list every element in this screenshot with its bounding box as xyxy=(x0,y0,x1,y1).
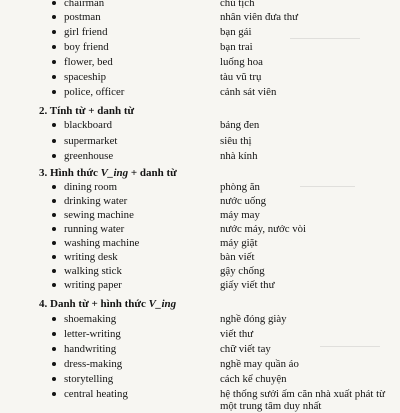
english-term: storytelling xyxy=(64,373,114,385)
bullet-icon xyxy=(52,332,56,336)
heading-italic-text: V_ing xyxy=(148,298,177,310)
english-term: shoemaking xyxy=(64,313,117,325)
english-term: police, officer xyxy=(64,86,125,98)
vietnamese-meaning: tàu vũ trụ xyxy=(220,71,262,83)
list-item xyxy=(0,312,400,326)
bullet-icon xyxy=(52,255,56,259)
vietnamese-meaning: cảnh sát viên xyxy=(220,86,277,98)
list-item xyxy=(0,357,400,371)
vietnamese-meaning: nước uống xyxy=(220,195,267,207)
vietnamese-meaning-continuation: một trung tâm duy nhất xyxy=(220,400,322,412)
list-item xyxy=(0,70,400,84)
english-term: blackboard xyxy=(64,119,112,131)
heading-text: 4. Danh từ + hình thức xyxy=(39,298,149,310)
vietnamese-meaning: chữ viết tay xyxy=(220,343,271,355)
english-term: girl friend xyxy=(64,26,108,38)
list-item xyxy=(0,25,400,39)
english-term: chairman xyxy=(64,0,105,9)
vietnamese-meaning: viết thư xyxy=(220,328,254,340)
english-term: dress-making xyxy=(64,358,123,370)
english-term: washing machine xyxy=(64,237,140,249)
bullet-icon xyxy=(52,45,56,49)
section-heading: 2. Tính từ + danh từ xyxy=(39,105,135,117)
english-term: writing paper xyxy=(64,279,122,291)
english-term: handwriting xyxy=(64,343,117,355)
list-item xyxy=(0,372,400,386)
bullet-icon xyxy=(52,392,56,396)
list-item xyxy=(0,208,400,222)
bullet-icon xyxy=(52,185,56,189)
list-item xyxy=(0,327,400,341)
list-item xyxy=(0,10,400,24)
english-term: drinking water xyxy=(64,195,128,207)
vietnamese-meaning: hệ thống sưởi ấm căn nhà xuất phát từ xyxy=(220,388,385,400)
bullet-icon xyxy=(52,15,56,19)
bullet-icon xyxy=(52,75,56,79)
bullet-icon xyxy=(52,317,56,321)
list-item xyxy=(0,118,400,132)
vietnamese-meaning: luống hoa xyxy=(220,56,263,68)
bullet-icon xyxy=(52,123,56,127)
list-item xyxy=(0,180,400,194)
english-term: writing desk xyxy=(64,251,118,263)
vietnamese-meaning: máy may xyxy=(220,209,260,221)
bullet-icon xyxy=(52,154,56,158)
list-item xyxy=(0,264,400,278)
vietnamese-meaning: bảng đen xyxy=(220,119,260,131)
english-term: sewing machine xyxy=(64,209,134,221)
english-term: flower, bed xyxy=(64,56,113,68)
vietnamese-meaning: giấy viết thư xyxy=(220,279,275,291)
bullet-icon xyxy=(52,30,56,34)
bullet-icon xyxy=(52,1,56,5)
bullet-icon xyxy=(52,139,56,143)
bullet-icon xyxy=(52,213,56,217)
list-item xyxy=(0,278,400,292)
list-item xyxy=(0,134,400,148)
heading-text: 3. Hình thức xyxy=(39,167,101,179)
list-item xyxy=(0,236,400,250)
bullet-icon xyxy=(52,60,56,64)
vietnamese-meaning: bạn trai xyxy=(220,41,253,53)
heading-italic-text: V_ing xyxy=(100,167,129,179)
vietnamese-meaning: nghề may quần áo xyxy=(220,358,299,370)
vietnamese-meaning: nước máy, nước vòi xyxy=(220,223,306,235)
english-term: greenhouse xyxy=(64,150,114,162)
list-item xyxy=(0,55,400,69)
vietnamese-meaning: bàn viết xyxy=(220,251,255,263)
heading-text: + danh từ xyxy=(128,167,177,179)
bullet-icon xyxy=(52,269,56,273)
list-item xyxy=(0,0,400,10)
english-term: running water xyxy=(64,223,125,235)
vietnamese-meaning: nhân viên đưa thư xyxy=(220,11,298,23)
vietnamese-meaning: bạn gái xyxy=(220,26,252,38)
english-term: dining room xyxy=(64,181,118,193)
english-term: letter-writing xyxy=(64,328,121,340)
list-item xyxy=(0,149,400,163)
vietnamese-meaning: chủ tịch xyxy=(220,0,255,9)
english-term: spaceship xyxy=(64,71,106,83)
list-item xyxy=(0,250,400,264)
bullet-icon xyxy=(52,377,56,381)
vietnamese-meaning: máy giặt xyxy=(220,237,258,249)
vietnamese-meaning: siêu thị xyxy=(220,135,252,147)
vietnamese-meaning: nhà kính xyxy=(220,150,258,162)
list-item xyxy=(0,40,400,54)
english-term: supermarket xyxy=(64,135,118,147)
bullet-icon xyxy=(52,283,56,287)
list-item xyxy=(0,85,400,99)
bullet-icon xyxy=(52,227,56,231)
list-item xyxy=(0,194,400,208)
bullet-icon xyxy=(52,362,56,366)
bullet-icon xyxy=(52,90,56,94)
vietnamese-meaning: phòng ăn xyxy=(220,181,260,193)
section-heading xyxy=(39,296,176,312)
vietnamese-meaning: nghề đóng giày xyxy=(220,313,287,325)
vietnamese-meaning: cách kể chuyện xyxy=(220,373,287,385)
list-item xyxy=(0,222,400,236)
section-heading xyxy=(39,165,177,181)
english-term: postman xyxy=(64,11,101,23)
english-term: boy friend xyxy=(64,41,109,53)
english-term: walking stick xyxy=(64,265,122,277)
bullet-icon xyxy=(52,241,56,245)
list-item xyxy=(0,342,400,356)
bullet-icon xyxy=(52,347,56,351)
english-term: central heating xyxy=(64,388,128,400)
bullet-icon xyxy=(52,199,56,203)
vietnamese-meaning: gậy chống xyxy=(220,265,265,277)
list-item-continuation xyxy=(0,399,400,413)
